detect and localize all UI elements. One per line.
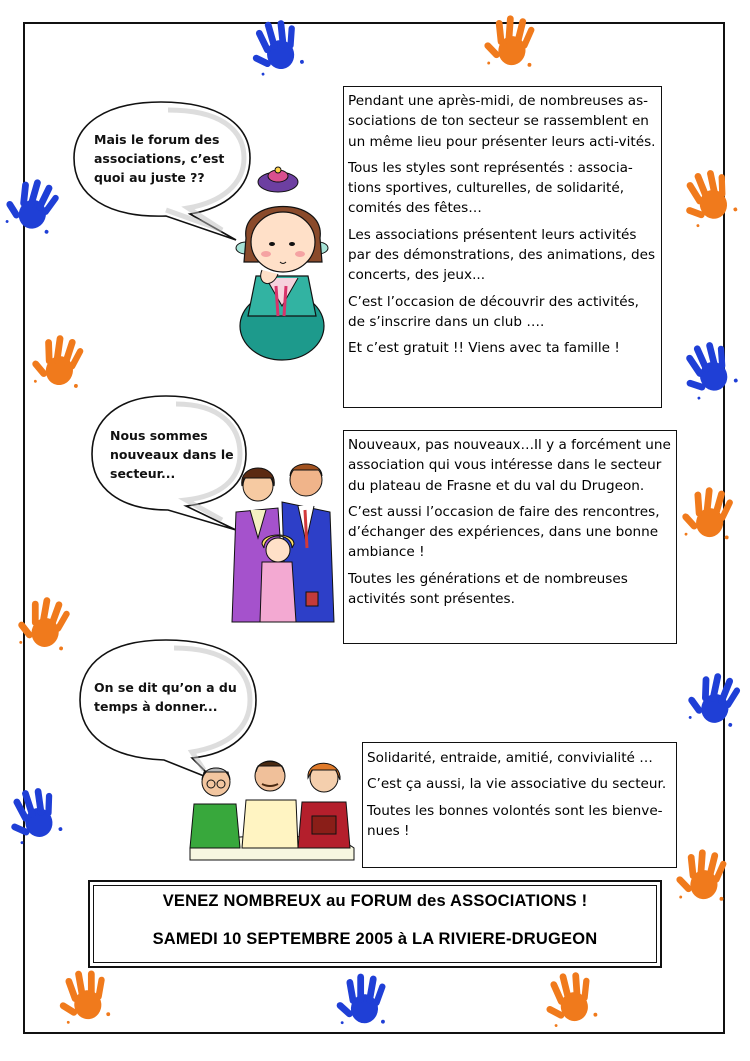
box1-paragraph-1: Pendant une après-midi, de nombreuses as-sociations de ton secteur se rassemblent en un même lieu pour présenter leurs acti-vités. (348, 93, 656, 150)
bubble-2-line-1: Nous sommes (110, 428, 208, 443)
box1-paragraph-2: Tous les styles sont représentés : associa-tions sportives, culturelles, de solidarité, comités des fêtes… (348, 159, 633, 217)
box3-paragraph-3: Toutes les bonnes volontés sont les bienve-nues ! (367, 802, 663, 839)
info-box-3 (362, 742, 677, 868)
handprint-icon (672, 844, 738, 910)
box1-paragraph-4: C’est l’occasion de découvrir des activités, de s’inscrire dans un club …. (348, 293, 639, 330)
handprint-icon (480, 10, 546, 76)
banner-line-1: VENEZ NOMBREUX au FORUM des ASSOCIATIONS ! (162, 892, 588, 910)
box2-paragraph-2: C’est aussi l’occasion de faire des rencontres, d’échanger des expériences, dans une bonne ambiance ! (348, 503, 660, 561)
bubble-3-line-1: On se dit qu’on a du (94, 680, 237, 695)
banner-line-2: SAMEDI 10 SEPTEMBRE 2005 à LA RIVIERE-DRUGEON (152, 930, 598, 948)
handprint-icon (55, 965, 119, 1029)
info-box-2 (343, 430, 677, 644)
handprint-icon (334, 970, 396, 1032)
seated-people-illustration (186, 752, 358, 862)
event-banner (88, 880, 662, 968)
korean-girl-illustration (226, 166, 338, 362)
box2-paragraph-3: Toutes les générations et de nombreuses activités sont présentes. (348, 570, 628, 608)
handprint-icon (677, 481, 744, 548)
bubble-1-line-1: Mais le forum des (94, 132, 220, 147)
bubble-1-line-2: associations, c’est (94, 151, 225, 166)
handprint-icon (27, 329, 96, 398)
box3-paragraph-1: Solidarité, entraide, amitié, convivialité … (367, 750, 653, 766)
box2-paragraph-1: Nouveaux, pas nouveaux…Il y a forcément une association qui vous intéresse dans le secteur du plateau de Frasne et du val du Drugeon. (348, 437, 671, 494)
bubble-2-line-3: secteur... (110, 466, 176, 481)
bubble-3-line-2: temps à donner... (94, 699, 218, 714)
bubble-1-line-3: quoi au juste ?? (94, 170, 205, 185)
family-illustration (226, 452, 338, 624)
box3-paragraph-2: C’est ça aussi, la vie associative du secteur. (367, 776, 667, 793)
box1-paragraph-5: Et c’est gratuit !! Viens avec ta famille ! (348, 340, 620, 357)
handprint-icon (245, 13, 314, 82)
bubble-2-line-2: nouveaux dans le (110, 447, 234, 462)
info-box-1 (343, 86, 662, 408)
handprint-icon (539, 965, 606, 1032)
box1-paragraph-3: Les associations présentent leurs activités par des démonstrations, des animations, des concerts, des jeux... (348, 226, 656, 284)
